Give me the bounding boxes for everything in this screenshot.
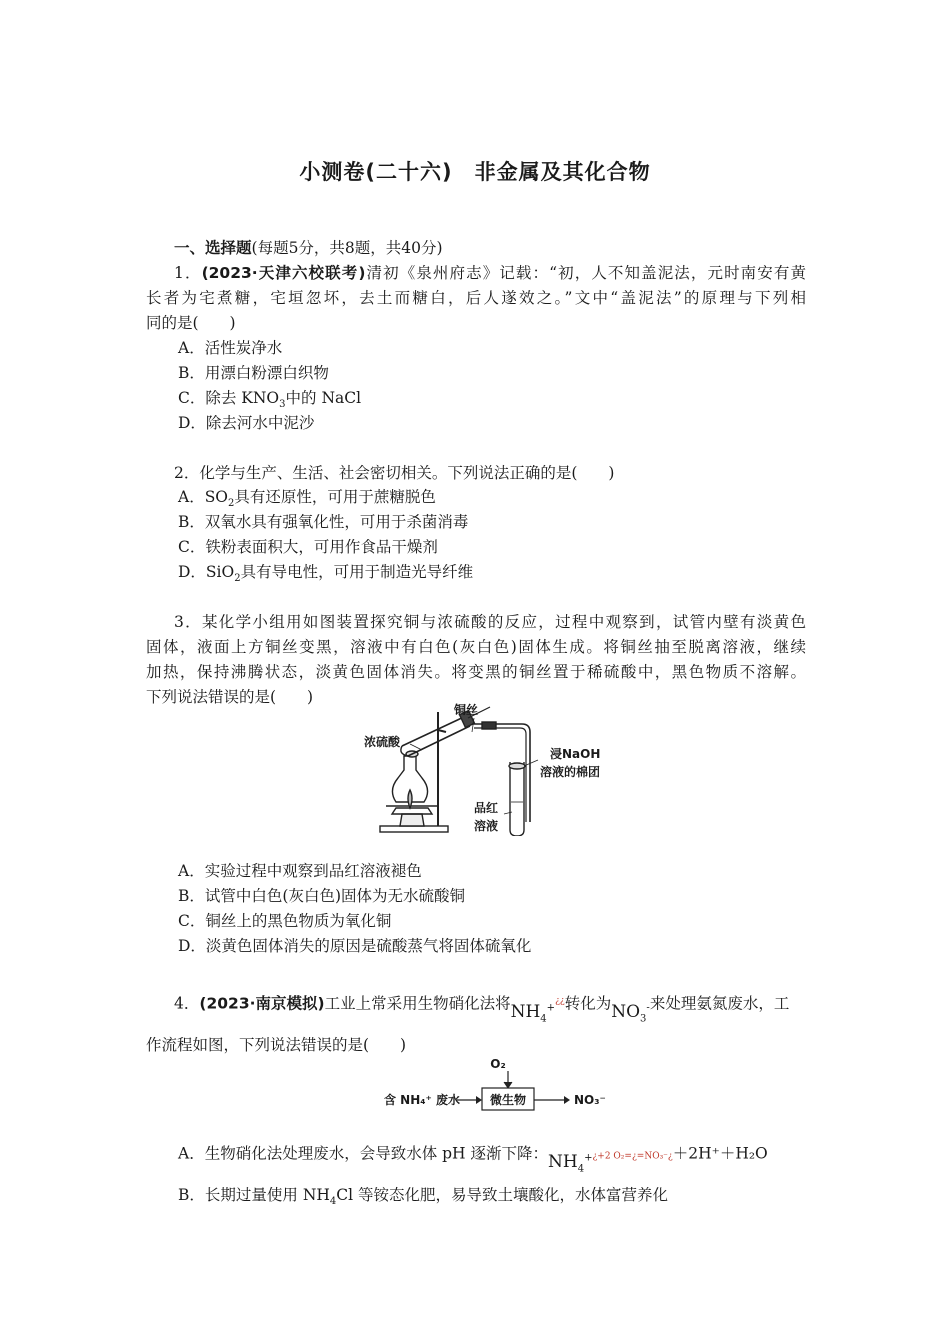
flow-input: 含 NH₄⁺ 废水 <box>384 1093 461 1107</box>
q4-number: 4． <box>174 994 200 1013</box>
q4-nitrate <box>611 1001 650 1025</box>
q1-line2: 长者为宅煮糖，宅垣忽坏，去土而糖白，后人遂效之。”文中“盖泥法”的原理与下列相 <box>146 289 806 307</box>
q4-option-a-garble: ¿+2 O₂=¿=NO₃⁻¿ <box>592 1151 673 1162</box>
q4-line2: 作流程如图，下列说法错误的是( ) <box>146 1036 407 1054</box>
test-tube <box>402 716 466 746</box>
section-heading-label: 一、选择题 <box>174 239 252 257</box>
section-heading <box>174 236 834 260</box>
q2-option-c: C．铁粉表面积大，可用作食品干燥剂 <box>178 538 438 556</box>
q3-option-b: B．试管中白色(灰白色)固体为无水硫酸铜 <box>178 887 465 905</box>
nitrification-flow-diagram <box>378 1056 608 1114</box>
q2-option-d-pre: D．SiO <box>178 563 235 581</box>
flame <box>408 790 412 808</box>
q2-option-a-sub: 2 <box>228 498 235 510</box>
q4-post: 来处理氨氮废水，工 <box>649 994 790 1013</box>
q4-option-a-post: ＋2H⁺＋H₂O <box>672 1144 768 1163</box>
page-title: 小测卷(二十六) 非金属及其化合物 <box>299 160 651 184</box>
q3-option-c: C．铜丝上的黑色物质为氧化铜 <box>178 912 392 930</box>
q2-option-b: B．双氧水具有强氧化性，可用于杀菌消毒 <box>178 513 469 531</box>
q4-option-a-ammonium-base: NH <box>548 1151 578 1172</box>
q1-option-a: A．活性炭净水 <box>178 339 283 357</box>
q1-option-d: D．除去河水中泥沙 <box>178 414 315 432</box>
q4-ammonium-sup: + <box>546 1002 556 1013</box>
q2-stem: 2．化学与生产、生活、社会密切相关。下列说法正确的是( ) <box>174 464 615 482</box>
q4-ammonium <box>510 1001 556 1025</box>
q2-option-d-sub: 2 <box>234 573 241 585</box>
q2-option-d <box>178 560 838 591</box>
q4-source: (2023·南京模拟) <box>199 994 325 1013</box>
q1-option-b: B．用漂白粉漂白织物 <box>178 364 329 382</box>
q4-option-b-pre: B．长期过量使用 NH <box>178 1186 330 1204</box>
q4-nitrate-sub: 3 <box>640 1013 647 1025</box>
q3-line2: 固体，液面上方铜丝变黑，溶液中有白色(灰白色)固体生成。将铜丝抽至脱离溶液，继续 <box>146 638 806 656</box>
q4-nitrate-base: NO <box>611 1001 641 1022</box>
copper-sulfuric-acid-apparatus <box>362 702 618 836</box>
stand-base <box>380 826 448 832</box>
q1-source: (2023·天津六校联考) <box>201 264 366 282</box>
flow-o2: O₂ <box>490 1057 506 1071</box>
q4-option-b <box>178 1183 838 1214</box>
q4-option-b-sub: 4 <box>329 1196 337 1208</box>
q3-option-a: A．实验过程中观察到品红溶液褪色 <box>178 862 422 880</box>
q4-option-a-ammonium <box>548 1151 593 1175</box>
q4-mid: 转化为 <box>564 994 612 1013</box>
flow-box-label: 微生物 <box>489 1093 527 1107</box>
label-copper-wire: 铜丝 <box>454 703 479 717</box>
q2-option-a-post: 具有还原性，可用于蔗糖脱色 <box>234 488 436 506</box>
label-conc-acid: 浓硫酸 <box>364 735 401 749</box>
q1-number: 1． <box>174 264 202 282</box>
q1-option-c-pre: C．除去 KNO <box>178 389 280 407</box>
q4-option-a <box>178 1136 838 1175</box>
q1-text1: 清初《泉州府志》记载：“初，人不知盖泥法，元时南安有黄 <box>365 264 806 282</box>
q4-ammonium-base: NH <box>510 1001 541 1022</box>
cotton-plug <box>509 763 525 769</box>
q4-garble: ¿¿ <box>555 995 565 1006</box>
q4-line1 <box>174 986 806 1025</box>
section-note: (每题5分，共8题，共40分) <box>251 239 443 257</box>
q4-ammonium-sub: 4 <box>540 1013 547 1025</box>
burner <box>400 814 424 826</box>
q4-option-a-ammonium-sup: + <box>584 1152 593 1163</box>
receiving-tube <box>510 762 524 836</box>
q1-line1 <box>174 261 806 285</box>
q4-option-b-post: Cl 等铵态化肥，易导致土壤酸化，水体富营养化 <box>336 1186 669 1204</box>
label-magenta-1: 品红 <box>474 801 499 815</box>
q3-option-d: D．淡黄色固体消失的原因是硫酸蒸气将固体硫氧化 <box>178 937 532 955</box>
q3-line4: 下列说法错误的是( ) <box>146 688 314 706</box>
q1-option-c-sub: 3 <box>279 399 286 411</box>
q4-option-a-pre: A．生物硝化法处理废水，会导致水体 pH 逐渐下降： <box>178 1144 548 1163</box>
q2-option-a-pre: A．SO <box>178 488 229 506</box>
q4-pre: 工业上常采用生物硝化法将 <box>324 994 511 1013</box>
label-naoh-2: 溶液的棉团 <box>540 765 601 779</box>
q4-option-a-ammonium-sub: 4 <box>577 1163 585 1175</box>
q3-line3: 加热，保持沸腾状态，淡黄色固体消失。将变黑的铜丝置于稀硫酸中，黑色物质不溶解。 <box>146 663 806 681</box>
label-naoh-1: 浸NaOH <box>550 747 601 761</box>
q1-line3: 同的是( ) <box>146 314 236 332</box>
q2-option-d-post: 具有导电性，可用于制造光导纤维 <box>240 563 474 581</box>
q3-line1: 3．某化学小组用如图装置探究铜与浓硫酸的反应，过程中观察到，试管内壁有淡黄色 <box>174 613 806 631</box>
flow-output: NO₃⁻ <box>574 1093 606 1107</box>
q1-option-c-post: 中的 NaCl <box>285 389 362 407</box>
burner-top <box>392 808 432 814</box>
q4-nitrate-sup: - <box>646 1002 650 1013</box>
label-magenta-2: 溶液 <box>474 819 499 833</box>
